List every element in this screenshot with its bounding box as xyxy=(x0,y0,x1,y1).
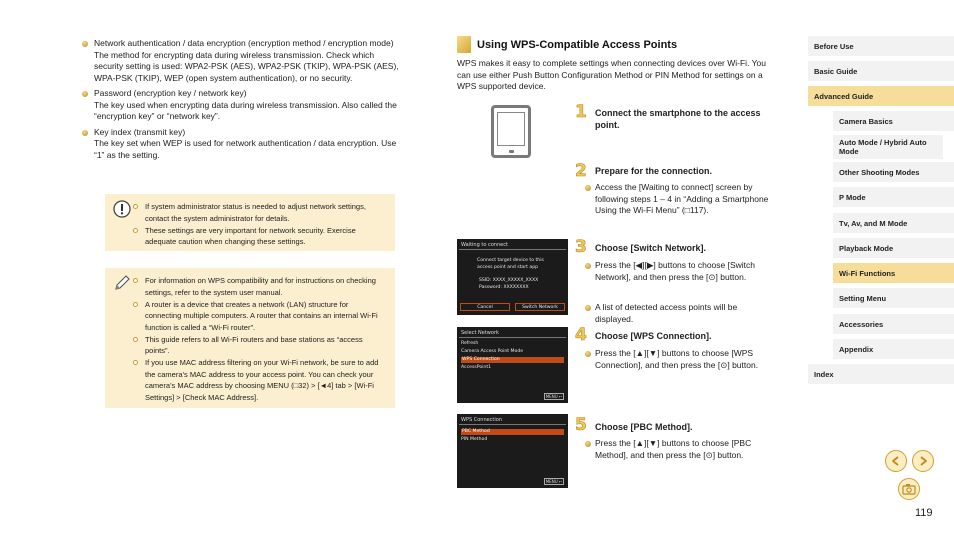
step-text: A list of detected access points will be displayed. xyxy=(595,302,738,324)
nav-p-mode[interactable]: P Mode xyxy=(833,187,954,207)
step-title: Prepare for the connection. xyxy=(595,166,713,176)
nav-advanced-guide[interactable]: Advanced Guide xyxy=(808,86,954,106)
pencil-icon xyxy=(113,274,131,292)
section-description: WPS makes it easy to complete settings when connecting devices over Wi-Fi. You can use either Push Button Configuration Method or PIN Method for settings on a WPS supported device. xyxy=(457,58,766,91)
bullet-icon xyxy=(585,441,591,447)
caution-text: These settings are very important for network security. Exercise adequate caution when changing these settings. xyxy=(145,225,356,246)
nav-wifi-functions[interactable]: Wi-Fi Functions xyxy=(833,263,954,283)
caution-text: If system administrator status is needed to adjust network settings, contact the system administrator for details. xyxy=(145,202,366,223)
step-bullet xyxy=(585,348,775,371)
caution-item xyxy=(133,225,385,248)
menu-back-icon: MENU ↩ xyxy=(545,479,563,484)
menu-item-pbc-method[interactable]: PBC Method xyxy=(461,429,564,435)
screen-text: access point and start app xyxy=(477,265,539,270)
bullet-icon xyxy=(585,263,591,269)
section-title: Using WPS-Compatible Access Points xyxy=(477,38,678,51)
nav-auto-mode[interactable]: Auto Mode / Hybrid Auto Mode xyxy=(833,135,943,159)
nav-index[interactable]: Index xyxy=(808,364,954,384)
list-item xyxy=(82,88,400,123)
step-number: 4 xyxy=(575,325,587,345)
step-text: Press the [◀][▶] buttons to choose [Switch Network], and then press the [⊙] button. xyxy=(595,260,756,282)
nav-other-shooting-modes[interactable]: Other Shooting Modes xyxy=(833,162,954,182)
note-item xyxy=(133,357,385,403)
bullet-icon xyxy=(133,204,138,209)
menu-item-pin-method[interactable]: PIN Method xyxy=(461,437,488,442)
step-bullet xyxy=(585,438,775,461)
item-title: Key index (transmit key) xyxy=(94,126,186,137)
note-item xyxy=(133,275,385,298)
next-page-button[interactable] xyxy=(912,450,934,472)
caution-item xyxy=(133,201,385,224)
screen-ssid: SSID: XXXX_XXXXX_XXXX xyxy=(479,278,539,283)
menu-item-access-point[interactable]: AccessPoint1 xyxy=(461,365,492,370)
bullet-icon xyxy=(82,91,88,97)
item-title: Network authentication / data encryption (encryption method / encryption mode) xyxy=(94,38,394,48)
step-text: Press the [▲][▼] buttons to choose [WPS Connection], and then press the [⊙] button. xyxy=(595,348,759,370)
list-item xyxy=(82,38,400,84)
bullet-icon xyxy=(82,41,88,47)
step-title: Choose [WPS Connection]. xyxy=(595,331,712,341)
bullet-icon xyxy=(133,228,138,233)
step-bullet xyxy=(585,260,775,283)
menu-item-refresh[interactable]: Refresh xyxy=(461,341,479,346)
section-marker-icon xyxy=(457,36,471,53)
menu-back-icon: MENU ↩ xyxy=(545,394,563,399)
nav-camera-basics[interactable]: Camera Basics xyxy=(833,111,954,131)
step-bullet xyxy=(585,182,775,217)
smartphone-icon xyxy=(491,105,531,158)
step-number: 5 xyxy=(575,415,587,435)
section-heading xyxy=(457,36,677,53)
bullet-icon xyxy=(585,185,591,191)
bullet-icon xyxy=(82,130,88,136)
camera-screen-waiting xyxy=(457,239,568,315)
nav-before-use[interactable]: Before Use xyxy=(808,36,954,56)
bullet-icon xyxy=(585,351,591,357)
screen-title: Select Network xyxy=(461,330,499,336)
step-bullet xyxy=(585,302,775,325)
item-body: The key set when WEP is used for network authentication / data encryption. Use “1” as the setting. xyxy=(94,138,397,160)
menu-item-camera-ap-mode[interactable]: Camera Access Point Mode xyxy=(461,349,524,354)
switch-network-button[interactable]: Switch Network xyxy=(515,303,565,311)
camera-screen-wps-connection xyxy=(457,414,568,488)
menu-item-wps-connection[interactable]: WPS Connection xyxy=(461,357,564,363)
note-text: For information on WPS compatibility and for instructions on checking settings, refer to the system user manual. xyxy=(145,276,376,297)
screen-title: Waiting to connect xyxy=(461,242,508,248)
bullet-icon xyxy=(133,360,138,365)
item-title: Password (encryption key / network key) xyxy=(94,88,247,98)
list-item xyxy=(82,127,400,162)
note-item xyxy=(133,334,385,357)
step-title: Connect the smartphone to the access point. xyxy=(595,108,761,130)
item-body: The method for encrypting data during wireless transmission. Check which security setting is used: WPA2-PSK (AES), WPA2-PSK (TKIP), WPA-PSK (AES), WPA-PSK (TKIP), WEP (open system authentication), or no security. xyxy=(94,49,399,83)
camera-screen-select-network xyxy=(457,327,568,403)
bullet-icon xyxy=(133,302,138,307)
step-text: Press the [▲][▼] buttons to choose [PBC Method], and then press the [⊙] button. xyxy=(595,438,752,460)
definition-list xyxy=(82,38,400,165)
bullet-icon xyxy=(133,278,138,283)
prev-page-button[interactable] xyxy=(885,450,907,472)
arrow-left-icon xyxy=(890,455,902,467)
step-title: Choose [Switch Network]. xyxy=(595,243,707,253)
nav-accessories[interactable]: Accessories xyxy=(833,314,954,334)
step-number: 2 xyxy=(575,161,587,181)
item-body: The key used when encrypting data during wireless transmission. Also called the “encryption key” or “network key”. xyxy=(94,99,397,121)
camera-home-icon xyxy=(899,479,919,499)
nav-setting-menu[interactable]: Setting Menu xyxy=(833,288,954,308)
caution-icon xyxy=(113,200,131,218)
note-item xyxy=(133,299,385,334)
step-text: Access the [Waiting to connect] screen by following steps 1 – 4 in “Adding a Smartphone Using the Wi-Fi Menu” (□117). xyxy=(595,182,769,215)
arrow-right-icon xyxy=(917,455,929,467)
note-text: If you use MAC address filtering on your Wi-Fi network, be sure to add the camera’s MAC address to your access point. You can check your camera’s MAC address by choosing MENU (□32) > [◄4] tab > [Wi-Fi Settings] > [Check MAC Address]. xyxy=(145,358,379,402)
cancel-button[interactable]: Cancel xyxy=(460,303,510,311)
screen-password: Password: XXXXXXXX xyxy=(479,285,529,290)
nav-playback-mode[interactable]: Playback Mode xyxy=(833,238,954,258)
caution-box xyxy=(105,194,395,251)
nav-appendix[interactable]: Appendix xyxy=(833,339,954,359)
home-button[interactable] xyxy=(898,478,920,500)
step-title: Choose [PBC Method]. xyxy=(595,422,693,432)
step-number: 3 xyxy=(575,237,587,257)
note-box xyxy=(105,268,395,408)
bullet-icon xyxy=(585,305,591,311)
bullet-icon xyxy=(133,337,138,342)
screen-text: Connect target device to this xyxy=(477,258,544,263)
note-text: This guide refers to all Wi-Fi routers and base stations as “access points”. xyxy=(145,334,363,355)
note-text: A router is a device that creates a network (LAN) structure for connecting multiple computers. A router that contains an internal Wi-Fi function is called a “Wi-Fi router”. xyxy=(145,299,378,332)
step-number: 1 xyxy=(575,102,587,122)
nav-tv-av-m-mode[interactable]: Tv, Av, and M Mode xyxy=(833,213,954,233)
page-number: 119 xyxy=(915,507,933,519)
nav-basic-guide[interactable]: Basic Guide xyxy=(808,61,954,81)
screen-title: WPS Connection xyxy=(461,417,503,423)
